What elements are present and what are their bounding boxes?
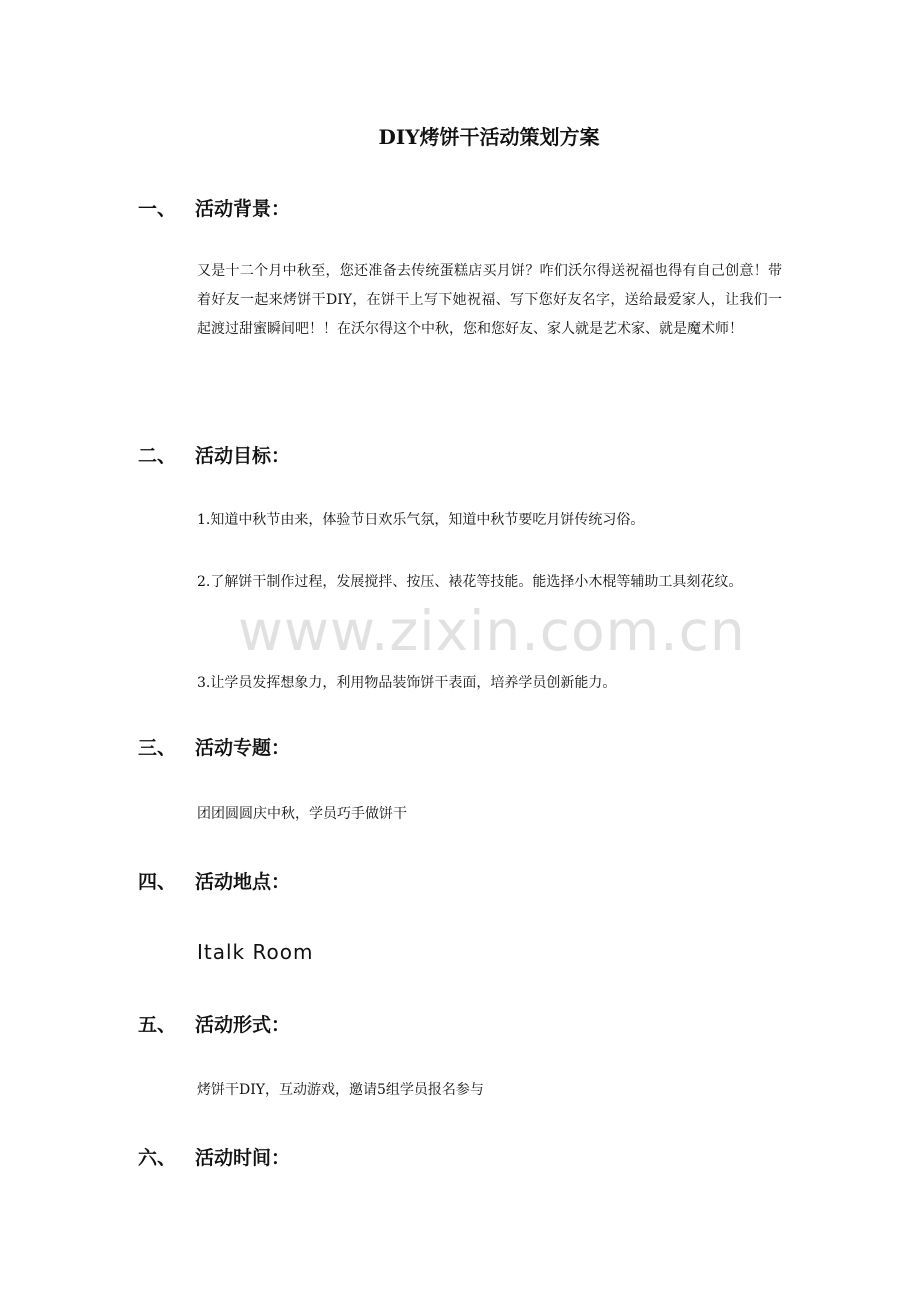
format-paragraph: 烤饼干DIY，互动游戏，邀请5组学员报名参与 (197, 1082, 484, 1098)
section-number: 三、 (138, 737, 177, 759)
goal-item-2: 2.了解饼干制作过程，发展搅拌、按压、裱花等技能。能选择小木棍等辅助工具刻花纹。 (197, 574, 743, 590)
section-title: 活动地点： (195, 871, 291, 893)
section-number: 五、 (138, 1014, 177, 1036)
section-heading-location (138, 870, 290, 894)
theme-paragraph: 团团圆圆庆中秋，学员巧手做饼干 (197, 806, 407, 822)
goal-item-3: 3.让学员发挥想象力，利用物品装饰饼干表面，培养学员创新能力。 (197, 675, 617, 691)
location-text: Italk Room (197, 940, 314, 964)
section-number: 六、 (138, 1147, 177, 1169)
section-title: 活动时间： (195, 1147, 291, 1169)
section-title: 活动背景： (195, 198, 291, 220)
document-title: DIY烤饼干活动策划方案 (378, 125, 600, 149)
section-heading-time (138, 1146, 290, 1170)
section-heading-goals (138, 444, 290, 468)
goal-item-1: 1.知道中秋节由来，体验节日欢乐气氛，知道中秋节要吃月饼传统习俗。 (197, 512, 645, 528)
section-title: 活动专题： (195, 737, 291, 759)
section-heading-background (138, 197, 290, 221)
section-heading-format (138, 1013, 290, 1037)
section-number: 一、 (138, 198, 177, 220)
section-title: 活动形式： (195, 1014, 291, 1036)
section-number: 二、 (138, 445, 177, 467)
watermark-text: www.zixin.com.cn (238, 599, 746, 663)
section-title: 活动目标： (195, 445, 291, 467)
section-number: 四、 (138, 871, 177, 893)
background-paragraph: 又是十二个月中秋至，您还准备去传统蛋糕店买月饼？咋们沃尔得送祝福也得有自己创意！带着好友一起来烤饼干DIY，在饼干上写下她祝福、写下您好友名字，送给最爱家人，让我们一起渡过甜蜜瞬间吧！！在沃尔得这个中秋，您和您好友、家人就是艺术家、就是魔术师！ (197, 263, 782, 337)
section-heading-theme (138, 736, 290, 760)
